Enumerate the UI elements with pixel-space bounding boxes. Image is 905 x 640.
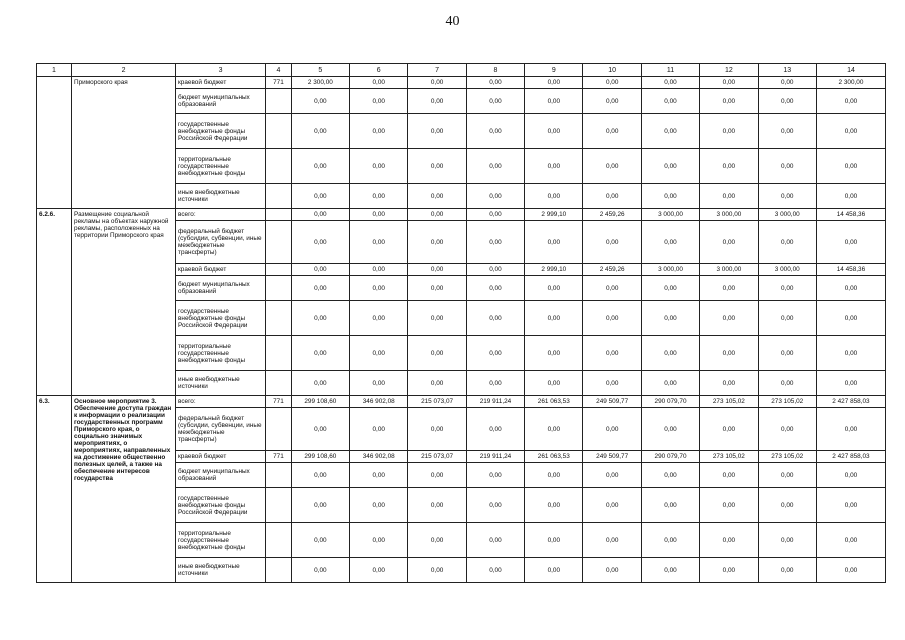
- funding-source: иные внебюджетные источники: [176, 371, 266, 396]
- amount-cell: 0,00: [525, 114, 583, 149]
- amount-cell: 0,00: [758, 523, 816, 558]
- funding-source: территориальные государственные внебюджетные фонды: [176, 523, 266, 558]
- amount-cell: 0,00: [641, 488, 699, 523]
- amount-cell: 0,00: [350, 336, 408, 371]
- amount-cell: 0,00: [525, 301, 583, 336]
- amount-cell: 0,00: [816, 89, 885, 114]
- amount-cell: 0,00: [291, 408, 349, 451]
- amount-cell: 0,00: [466, 209, 524, 221]
- amount-cell: 0,00: [525, 276, 583, 301]
- amount-cell: 0,00: [525, 149, 583, 184]
- amount-cell: 0,00: [525, 336, 583, 371]
- column-header: 1: [37, 64, 72, 77]
- amount-cell: 0,00: [525, 221, 583, 264]
- amount-cell: 215 073,07: [408, 451, 466, 463]
- amount-cell: 0,00: [700, 89, 758, 114]
- amount-cell: 2 459,26: [583, 264, 641, 276]
- funding-source: территориальные государственные внебюджетные фонды: [176, 149, 266, 184]
- amount-cell: 0,00: [816, 336, 885, 371]
- amount-cell: 0,00: [408, 488, 466, 523]
- amount-cell: 0,00: [583, 77, 641, 89]
- grbs-code: [266, 488, 291, 523]
- amount-cell: 0,00: [466, 276, 524, 301]
- amount-cell: 0,00: [525, 463, 583, 488]
- amount-cell: 3 000,00: [758, 209, 816, 221]
- amount-cell: 0,00: [408, 301, 466, 336]
- funding-source: краевой бюджет: [176, 451, 266, 463]
- column-header: 8: [466, 64, 524, 77]
- amount-cell: 2 999,10: [525, 264, 583, 276]
- amount-cell: 0,00: [291, 488, 349, 523]
- amount-cell: 0,00: [350, 149, 408, 184]
- amount-cell: 0,00: [408, 408, 466, 451]
- amount-cell: 3 000,00: [758, 264, 816, 276]
- amount-cell: 290 079,70: [641, 451, 699, 463]
- item-code: [37, 77, 72, 209]
- amount-cell: 0,00: [466, 77, 524, 89]
- amount-cell: 0,00: [291, 209, 349, 221]
- amount-cell: 0,00: [758, 558, 816, 583]
- amount-cell: 0,00: [350, 408, 408, 451]
- amount-cell: 0,00: [291, 558, 349, 583]
- amount-cell: 0,00: [291, 336, 349, 371]
- funding-source: федеральный бюджет (субсидии, субвенции, иные межбюджетные трансферты): [176, 221, 266, 264]
- amount-cell: 0,00: [408, 264, 466, 276]
- amount-cell: 0,00: [641, 149, 699, 184]
- header-row: [37, 64, 886, 77]
- amount-cell: 0,00: [350, 488, 408, 523]
- funding-source: всего:: [176, 396, 266, 408]
- amount-cell: 0,00: [758, 488, 816, 523]
- amount-cell: 0,00: [816, 408, 885, 451]
- amount-cell: 0,00: [816, 149, 885, 184]
- grbs-code: [266, 301, 291, 336]
- amount-cell: 0,00: [291, 463, 349, 488]
- amount-cell: 0,00: [408, 114, 466, 149]
- grbs-code: [266, 209, 291, 221]
- funding-source: государственные внебюджетные фонды Российской Федерации: [176, 301, 266, 336]
- amount-cell: 0,00: [466, 114, 524, 149]
- amount-cell: 0,00: [758, 371, 816, 396]
- amount-cell: 0,00: [758, 221, 816, 264]
- amount-cell: 3 000,00: [641, 264, 699, 276]
- amount-cell: 0,00: [466, 371, 524, 396]
- amount-cell: 273 105,02: [700, 396, 758, 408]
- amount-cell: 0,00: [641, 463, 699, 488]
- page-number: 40: [445, 14, 460, 29]
- amount-cell: 0,00: [583, 89, 641, 114]
- amount-cell: 0,00: [466, 264, 524, 276]
- amount-cell: 0,00: [583, 488, 641, 523]
- amount-cell: 0,00: [408, 558, 466, 583]
- amount-cell: 346 902,08: [350, 396, 408, 408]
- amount-cell: 249 509,77: [583, 396, 641, 408]
- amount-cell: 0,00: [583, 276, 641, 301]
- amount-cell: 0,00: [641, 114, 699, 149]
- amount-cell: 0,00: [525, 523, 583, 558]
- amount-cell: 0,00: [466, 89, 524, 114]
- amount-cell: 0,00: [291, 523, 349, 558]
- amount-cell: 0,00: [758, 114, 816, 149]
- amount-cell: 0,00: [758, 184, 816, 209]
- amount-cell: 0,00: [641, 184, 699, 209]
- amount-cell: 0,00: [408, 184, 466, 209]
- amount-cell: 346 902,08: [350, 451, 408, 463]
- grbs-code: [266, 408, 291, 451]
- amount-cell: 2 427 858,03: [816, 451, 885, 463]
- grbs-code: [266, 149, 291, 184]
- funding-source: территориальные государственные внебюджетные фонды: [176, 336, 266, 371]
- column-header: 3: [176, 64, 266, 77]
- amount-cell: 219 911,24: [466, 396, 524, 408]
- amount-cell: 0,00: [525, 89, 583, 114]
- amount-cell: 0,00: [583, 558, 641, 583]
- amount-cell: 0,00: [291, 371, 349, 396]
- funding-source: иные внебюджетные источники: [176, 558, 266, 583]
- amount-cell: 2 300,00: [816, 77, 885, 89]
- amount-cell: 0,00: [466, 523, 524, 558]
- amount-cell: 0,00: [816, 523, 885, 558]
- amount-cell: 0,00: [700, 558, 758, 583]
- amount-cell: 0,00: [700, 184, 758, 209]
- grbs-code: [266, 89, 291, 114]
- amount-cell: 0,00: [816, 221, 885, 264]
- column-header: 9: [525, 64, 583, 77]
- amount-cell: 0,00: [583, 336, 641, 371]
- amount-cell: 0,00: [758, 463, 816, 488]
- amount-cell: 0,00: [350, 114, 408, 149]
- amount-cell: 0,00: [291, 221, 349, 264]
- column-header: 7: [408, 64, 466, 77]
- amount-cell: 0,00: [641, 558, 699, 583]
- funding-source: бюджет муниципальных образований: [176, 463, 266, 488]
- amount-cell: 0,00: [408, 149, 466, 184]
- amount-cell: 14 458,36: [816, 209, 885, 221]
- amount-cell: 0,00: [641, 77, 699, 89]
- amount-cell: 0,00: [350, 221, 408, 264]
- amount-cell: 0,00: [700, 149, 758, 184]
- funding-source: краевой бюджет: [176, 264, 266, 276]
- amount-cell: 0,00: [758, 149, 816, 184]
- table-row: [37, 209, 886, 221]
- amount-cell: 0,00: [408, 77, 466, 89]
- amount-cell: 0,00: [641, 371, 699, 396]
- grbs-code: [266, 221, 291, 264]
- amount-cell: 0,00: [758, 276, 816, 301]
- amount-cell: 273 105,02: [758, 451, 816, 463]
- amount-cell: 0,00: [525, 488, 583, 523]
- funding-source: бюджет муниципальных образований: [176, 89, 266, 114]
- amount-cell: 219 911,24: [466, 451, 524, 463]
- amount-cell: 0,00: [466, 336, 524, 371]
- amount-cell: 0,00: [408, 89, 466, 114]
- amount-cell: 0,00: [466, 488, 524, 523]
- amount-cell: 0,00: [466, 301, 524, 336]
- amount-cell: 0,00: [700, 114, 758, 149]
- amount-cell: 0,00: [466, 463, 524, 488]
- amount-cell: 0,00: [816, 463, 885, 488]
- amount-cell: 0,00: [291, 276, 349, 301]
- amount-cell: 0,00: [466, 149, 524, 184]
- amount-cell: 0,00: [408, 221, 466, 264]
- amount-cell: 0,00: [758, 89, 816, 114]
- column-header: 13: [758, 64, 816, 77]
- amount-cell: 0,00: [408, 463, 466, 488]
- funding-source: краевой бюджет: [176, 77, 266, 89]
- budget-table: [36, 63, 886, 583]
- amount-cell: 3 000,00: [700, 209, 758, 221]
- amount-cell: 0,00: [816, 371, 885, 396]
- amount-cell: 0,00: [525, 77, 583, 89]
- amount-cell: 0,00: [350, 523, 408, 558]
- amount-cell: 0,00: [350, 371, 408, 396]
- amount-cell: 299 108,60: [291, 396, 349, 408]
- amount-cell: 261 063,53: [525, 396, 583, 408]
- column-header: 4: [266, 64, 291, 77]
- amount-cell: 0,00: [466, 558, 524, 583]
- grbs-code: 771: [266, 77, 291, 89]
- amount-cell: 0,00: [641, 89, 699, 114]
- amount-cell: 0,00: [350, 276, 408, 301]
- amount-cell: 0,00: [583, 463, 641, 488]
- item-code: 6.2.6.: [37, 209, 72, 396]
- amount-cell: 0,00: [816, 184, 885, 209]
- amount-cell: 0,00: [350, 77, 408, 89]
- funding-source: государственные внебюджетные фонды Российской Федерации: [176, 488, 266, 523]
- column-header: 10: [583, 64, 641, 77]
- table-body: [37, 64, 886, 583]
- grbs-code: [266, 276, 291, 301]
- grbs-code: [266, 558, 291, 583]
- amount-cell: 0,00: [466, 184, 524, 209]
- amount-cell: 0,00: [700, 463, 758, 488]
- amount-cell: 0,00: [466, 408, 524, 451]
- amount-cell: 0,00: [641, 523, 699, 558]
- amount-cell: 0,00: [758, 77, 816, 89]
- column-header: 11: [641, 64, 699, 77]
- funding-source: иные внебюджетные источники: [176, 184, 266, 209]
- amount-cell: 0,00: [700, 221, 758, 264]
- amount-cell: 0,00: [641, 408, 699, 451]
- amount-cell: 0,00: [641, 221, 699, 264]
- grbs-code: 771: [266, 396, 291, 408]
- amount-cell: 0,00: [700, 336, 758, 371]
- amount-cell: 299 108,60: [291, 451, 349, 463]
- amount-cell: 0,00: [700, 408, 758, 451]
- amount-cell: 0,00: [525, 408, 583, 451]
- amount-cell: 0,00: [466, 221, 524, 264]
- amount-cell: 0,00: [583, 371, 641, 396]
- amount-cell: 273 105,02: [700, 451, 758, 463]
- amount-cell: 0,00: [583, 149, 641, 184]
- amount-cell: 0,00: [758, 301, 816, 336]
- amount-cell: 0,00: [408, 371, 466, 396]
- amount-cell: 0,00: [350, 558, 408, 583]
- amount-cell: 0,00: [408, 336, 466, 371]
- amount-cell: 0,00: [350, 184, 408, 209]
- table-row: [37, 396, 886, 408]
- column-header: 12: [700, 64, 758, 77]
- grbs-code: [266, 184, 291, 209]
- amount-cell: 215 073,07: [408, 396, 466, 408]
- grbs-code: [266, 336, 291, 371]
- amount-cell: 0,00: [525, 371, 583, 396]
- amount-cell: 0,00: [700, 371, 758, 396]
- column-header: 6: [350, 64, 408, 77]
- amount-cell: 2 459,26: [583, 209, 641, 221]
- amount-cell: 0,00: [583, 301, 641, 336]
- amount-cell: 0,00: [700, 301, 758, 336]
- grbs-code: [266, 463, 291, 488]
- grbs-code: [266, 264, 291, 276]
- amount-cell: 0,00: [350, 264, 408, 276]
- amount-cell: 0,00: [350, 463, 408, 488]
- amount-cell: 0,00: [583, 408, 641, 451]
- amount-cell: 0,00: [583, 114, 641, 149]
- grbs-code: [266, 523, 291, 558]
- amount-cell: 0,00: [641, 301, 699, 336]
- amount-cell: 249 509,77: [583, 451, 641, 463]
- item-code: 6.3.: [37, 396, 72, 583]
- amount-cell: 14 458,36: [816, 264, 885, 276]
- funding-source: государственные внебюджетные фонды Российской Федерации: [176, 114, 266, 149]
- grbs-code: 771: [266, 451, 291, 463]
- amount-cell: 0,00: [700, 276, 758, 301]
- amount-cell: 0,00: [583, 184, 641, 209]
- amount-cell: 0,00: [816, 488, 885, 523]
- grbs-code: [266, 114, 291, 149]
- amount-cell: 0,00: [408, 276, 466, 301]
- amount-cell: 0,00: [291, 149, 349, 184]
- column-header: 2: [72, 64, 176, 77]
- column-header: 14: [816, 64, 885, 77]
- table-row: [37, 77, 886, 89]
- amount-cell: 0,00: [700, 523, 758, 558]
- amount-cell: 3 000,00: [641, 209, 699, 221]
- amount-cell: 0,00: [525, 558, 583, 583]
- amount-cell: 0,00: [583, 523, 641, 558]
- amount-cell: 0,00: [816, 301, 885, 336]
- funding-source: всего:: [176, 209, 266, 221]
- item-name: Приморского края: [72, 77, 176, 209]
- item-name: Основное мероприятие 3. Обеспечение доступа граждан к информации о реализации государственных программ Приморского края, о социально значимых мероприятиях, о мероприятиях, направленных на достижение общественно полезных целей, а также на обеспечение интересов государства: [72, 396, 176, 583]
- amount-cell: 0,00: [291, 184, 349, 209]
- amount-cell: 0,00: [408, 523, 466, 558]
- funding-source: бюджет муниципальных образований: [176, 276, 266, 301]
- amount-cell: 0,00: [583, 221, 641, 264]
- amount-cell: 273 105,02: [758, 396, 816, 408]
- amount-cell: 0,00: [291, 89, 349, 114]
- column-header: 5: [291, 64, 349, 77]
- amount-cell: 0,00: [350, 89, 408, 114]
- amount-cell: 0,00: [758, 408, 816, 451]
- amount-cell: 0,00: [291, 301, 349, 336]
- amount-cell: 0,00: [816, 276, 885, 301]
- amount-cell: 0,00: [350, 209, 408, 221]
- amount-cell: 0,00: [816, 558, 885, 583]
- amount-cell: 0,00: [525, 184, 583, 209]
- amount-cell: 0,00: [408, 209, 466, 221]
- amount-cell: 3 000,00: [700, 264, 758, 276]
- amount-cell: 290 079,70: [641, 396, 699, 408]
- amount-cell: 0,00: [641, 276, 699, 301]
- amount-cell: 0,00: [291, 264, 349, 276]
- amount-cell: 0,00: [758, 336, 816, 371]
- amount-cell: 2 427 858,03: [816, 396, 885, 408]
- item-name: Размещение социальной рекламы на объектах наружной рекламы, расположенных на территории Приморского края: [72, 209, 176, 396]
- amount-cell: 2 999,10: [525, 209, 583, 221]
- grbs-code: [266, 371, 291, 396]
- funding-source: федеральный бюджет (субсидии, субвенции, иные межбюджетные трансферты): [176, 408, 266, 451]
- amount-cell: 0,00: [700, 488, 758, 523]
- amount-cell: 0,00: [816, 114, 885, 149]
- amount-cell: 0,00: [641, 336, 699, 371]
- amount-cell: 0,00: [350, 301, 408, 336]
- amount-cell: 2 300,00: [291, 77, 349, 89]
- amount-cell: 261 063,53: [525, 451, 583, 463]
- amount-cell: 0,00: [700, 77, 758, 89]
- amount-cell: 0,00: [291, 114, 349, 149]
